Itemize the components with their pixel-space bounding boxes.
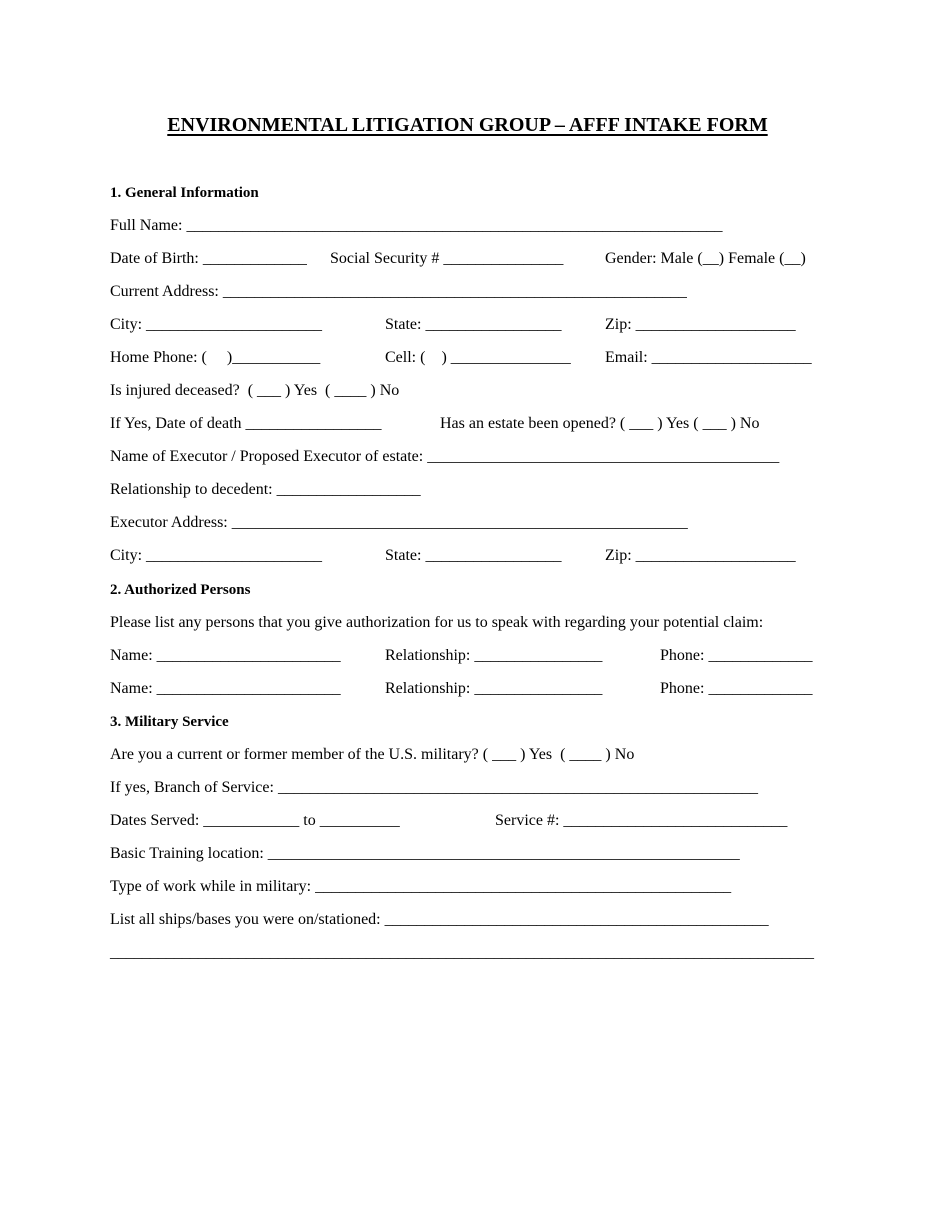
authorized-relationship-field[interactable]: Relationship: ________________ <box>385 680 603 697</box>
cell-phone-field[interactable]: Cell: ( ) _______________ <box>385 349 571 366</box>
email-field[interactable]: Email: ____________________ <box>605 349 812 366</box>
estate-opened-question[interactable]: Has an estate been opened? ( ___ ) Yes ( ___ ) No <box>440 415 760 432</box>
authorized-phone-field[interactable]: Phone: _____________ <box>660 647 813 664</box>
executor-state-field[interactable]: State: _________________ <box>385 547 562 564</box>
relationship-to-decedent-field[interactable]: Relationship to decedent: __________________ <box>110 481 421 498</box>
current-address-field[interactable]: Current Address: __________________________________________________________ <box>110 283 687 300</box>
authorized-name-field[interactable]: Name: _______________________ <box>110 680 341 697</box>
ships-bases-field[interactable]: List all ships/bases you were on/stationed: ________________________________________________ <box>110 911 769 928</box>
authorized-name-field[interactable]: Name: _______________________ <box>110 647 341 664</box>
branch-of-service-field[interactable]: If yes, Branch of Service: ____________________________________________________________ <box>110 779 758 796</box>
state-field[interactable]: State: _________________ <box>385 316 562 333</box>
executor-zip-field[interactable]: Zip: ____________________ <box>605 547 796 564</box>
executor-address-field[interactable]: Executor Address: _________________________________________________________ <box>110 514 688 531</box>
gender-field[interactable]: Gender: Male (__) Female (__) <box>605 250 806 267</box>
home-phone-field[interactable]: Home Phone: ( )___________ <box>110 349 321 366</box>
form-title: ENVIRONMENTAL LITIGATION GROUP – AFFF INTAKE FORM <box>167 114 768 136</box>
section-heading-general: 1. General Information <box>110 185 259 201</box>
basic-training-location-field[interactable]: Basic Training location: ___________________________________________________________ <box>110 845 740 862</box>
authorized-relationship-field[interactable]: Relationship: ________________ <box>385 647 603 664</box>
section-heading-military: 3. Military Service <box>110 714 229 730</box>
zip-field[interactable]: Zip: ____________________ <box>605 316 796 333</box>
ships-bases-continuation-line[interactable]: ________________________________________________________________________________________ <box>110 944 814 961</box>
city-field[interactable]: City: ______________________ <box>110 316 323 333</box>
ssn-field[interactable]: Social Security # _______________ <box>330 250 564 267</box>
service-number-field[interactable]: Service #: ____________________________ <box>495 812 788 829</box>
military-member-question[interactable]: Are you a current or former member of the U.S. military? ( ___ ) Yes ( ____ ) No <box>110 746 635 763</box>
full-name-field[interactable]: Full Name: ___________________________________________________________________ <box>110 217 723 234</box>
executor-name-field[interactable]: Name of Executor / Proposed Executor of estate: ____________________________________________ <box>110 448 780 465</box>
deceased-question[interactable]: Is injured deceased? ( ___ ) Yes ( ____ ) No <box>110 382 400 399</box>
date-of-death-field[interactable]: If Yes, Date of death _________________ <box>110 415 382 432</box>
dates-served-field[interactable]: Dates Served: ____________ to __________ <box>110 812 400 829</box>
authorized-intro: Please list any persons that you give authorization for us to speak with regarding your potential claim: <box>110 614 764 631</box>
date-of-birth-field[interactable]: Date of Birth: _____________ <box>110 250 307 267</box>
type-of-work-field[interactable]: Type of work while in military: ____________________________________________________ <box>110 878 732 895</box>
authorized-phone-field[interactable]: Phone: _____________ <box>660 680 813 697</box>
section-heading-authorized: 2. Authorized Persons <box>110 582 251 598</box>
executor-city-field[interactable]: City: ______________________ <box>110 547 323 564</box>
